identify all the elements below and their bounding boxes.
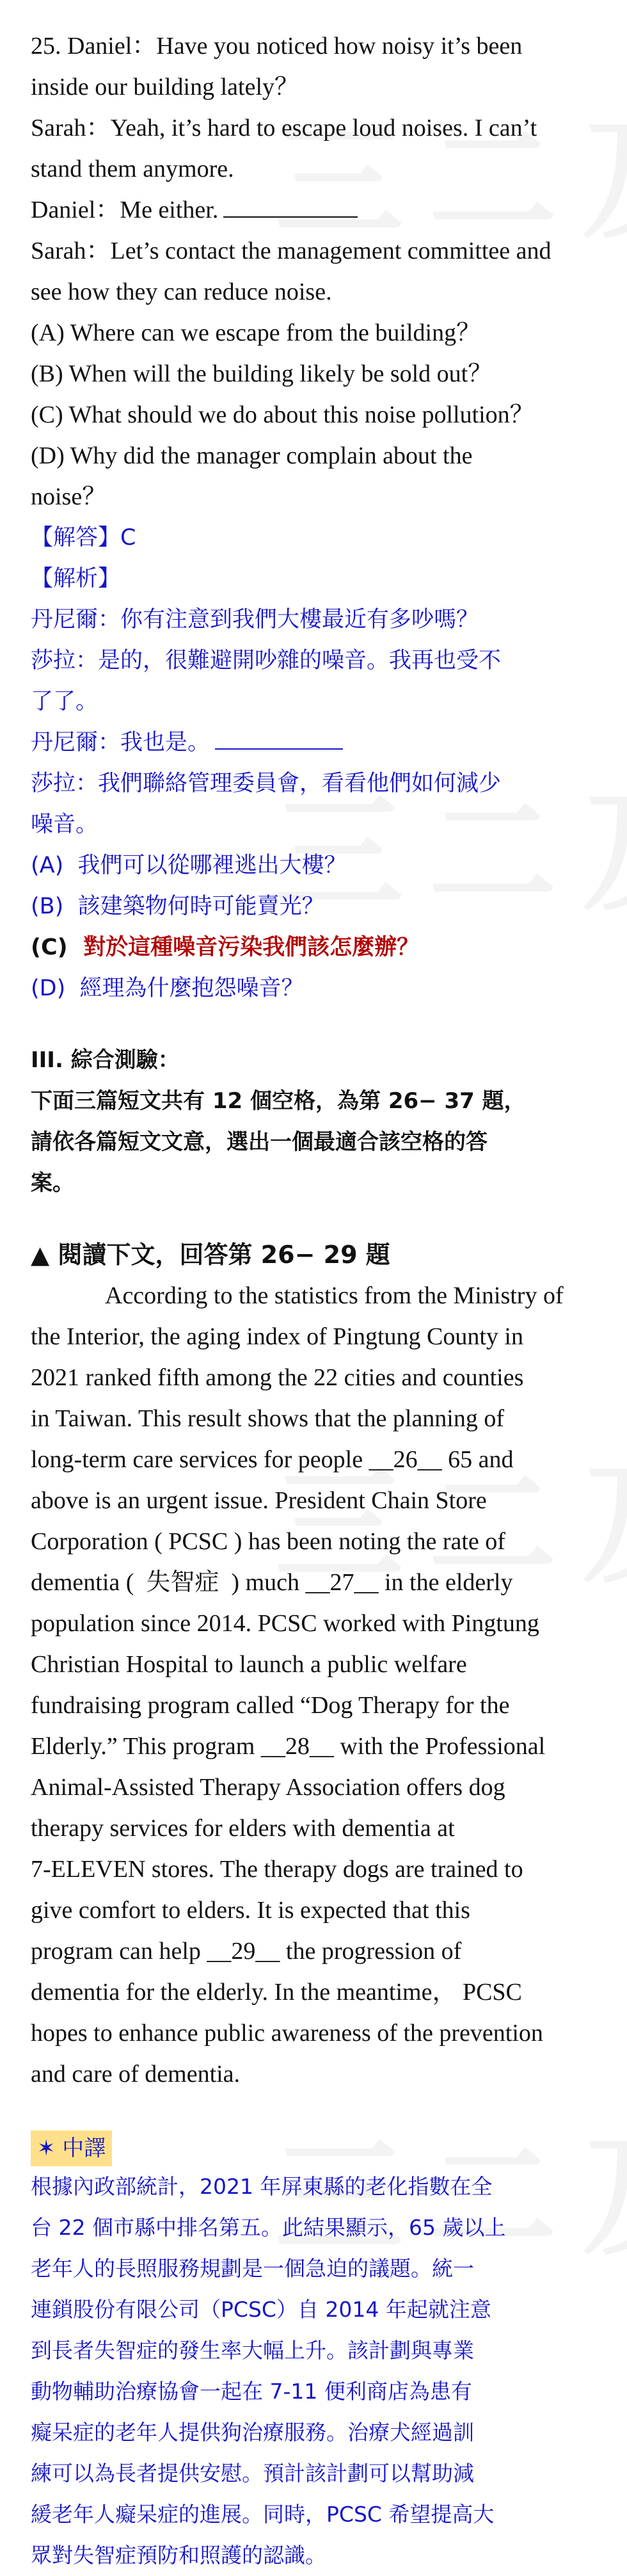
question-line: 25. Daniel：Have you noticed how noisy it’s been <box>31 33 523 60</box>
option-zh-a <box>31 845 607 886</box>
passage-line: Animal-Assisted Therapy Association offers dog <box>31 1774 505 1801</box>
translation <box>31 2095 607 2576</box>
translation-line: 老年人的長照服務規劃是一個急迫的議題。統一 <box>31 2256 474 2281</box>
answer-block <box>31 517 607 1009</box>
translation-line: 根據內政部統計，2021 年屏東縣的老化指數在全 <box>31 2174 493 2199</box>
section-instruction: 下面三篇短文共有 12 個空格，為第 26− 37 題， <box>31 1088 526 1114</box>
passage-line: and care of dementia. <box>31 2061 241 2088</box>
option-text: 對於這種噪音污染我們該怎麼辦？ <box>83 935 420 960</box>
explain-line: 莎拉：是的，很難避開吵雜的噪音。我再也受不 <box>31 648 502 673</box>
passage-line: therapy services for elders with dementia at <box>31 1815 455 1842</box>
passage-line: 7-ELEVEN stores. The therapy dogs are trained to <box>31 1856 523 1883</box>
passage <box>31 1234 607 2095</box>
translation-line: 到長者失智症的發生率大幅上升。該計劃與專業 <box>31 2338 474 2363</box>
translation-line: 練可以為長者提供安慰。預計該計劃可以幫助減 <box>31 2461 474 2486</box>
section-instruction: 案。 <box>31 1170 74 1196</box>
question-line: Sarah：Yeah, it’s hard to escape loud noises. I can’t <box>31 115 537 141</box>
passage-line: program can help __29__ the progression of <box>31 1938 462 1965</box>
answer-blank <box>223 193 358 218</box>
explain-line: 丹尼爾：你有注意到我們大樓最近有多吵嗎？ <box>31 607 479 632</box>
option-b: (B) When will the building likely be sold out？ <box>31 360 493 387</box>
option-letter: (B) <box>31 894 64 919</box>
question-line: inside our building lately？ <box>31 74 299 101</box>
passage-line: Corporation ( PCSC ) has been noting the rate of <box>31 1528 505 1555</box>
translation-line: 台 22 個市縣中排名第五。此結果顯示，65 歲以上 <box>31 2215 506 2240</box>
question-line: see how they can reduce noise. <box>31 278 332 305</box>
option-d-cont: noise？ <box>31 483 107 510</box>
document-body <box>31 26 607 2576</box>
question-line: Daniel：Me either. <box>31 197 219 223</box>
passage-line: Elderly.” This program __28__ with the Professional <box>31 1733 546 1760</box>
passage-line: in Taiwan. This result shows that the planning of <box>31 1405 505 1432</box>
translation-line: 連鎖股份有限公司（PCSC）自 2014 年起就注意 <box>31 2297 491 2322</box>
option-zh-d <box>31 968 607 1009</box>
option-c: (C) What should we do about this noise pollution？ <box>31 401 534 428</box>
option-text: 經理為什麼抱怨噪音？ <box>79 976 304 1001</box>
passage-line: Christian Hospital to launch a public welfare <box>31 1651 467 1678</box>
section-instruction: 請依各篇短文文意，選出一個最適合該空格的答 <box>31 1129 488 1155</box>
explain-line: 噪音。 <box>31 812 99 837</box>
question-line: stand them anymore. <box>31 156 234 182</box>
option-letter: (A) <box>31 853 64 878</box>
passage-line: give comfort to elders. It is expected that this <box>31 1897 470 1924</box>
passage-line: long-term care services for people __26__ 65 and <box>31 1446 514 1473</box>
passage-line: 2021 ranked fifth among the 22 cities and counties <box>31 1364 524 1391</box>
option-letter: (C) <box>31 935 68 960</box>
answer-blank <box>215 725 343 750</box>
passage-line: the Interior, the aging index of Pingtung County in <box>31 1323 523 1350</box>
option-a: (A) Where can we escape from the building？ <box>31 319 481 346</box>
option-letter: (D) <box>31 976 66 1001</box>
translation-line: 眾對失智症預防和照護的認識。 <box>31 2543 326 2568</box>
explain-line: 莎拉：我們聯絡管理委員會，看看他們如何減少 <box>31 771 502 796</box>
explain-line: 丹尼爾：我也是。 <box>31 730 210 755</box>
translation-line: 緩老年人癡呆症的進展。同時，PCSC 希望提高大 <box>31 2502 495 2527</box>
explain-label: 【解析】 <box>31 566 121 592</box>
question-line: Sarah：Let’s contact the management committee and <box>31 237 552 264</box>
passage-line: According to the statistics from the Ministry of <box>105 1282 564 1309</box>
explain-line-blank <box>31 722 607 763</box>
option-zh-c-correct <box>31 927 607 968</box>
option-d: (D) Why did the manager complain about the <box>31 442 473 469</box>
passage-line: dementia ( 失智症 ) much __27__ in the elderly <box>31 1569 513 1596</box>
option-text: 該建築物何時可能賣光？ <box>77 894 324 919</box>
section-iii <box>31 1040 607 1203</box>
passage-line: hopes to enhance public awareness of the prevention <box>31 2020 543 2047</box>
passage-line: above is an urgent issue. President Chain Store <box>31 1487 487 1514</box>
translation-line: 癡呆症的老年人提供狗治療服務。治療犬經過訓 <box>31 2420 474 2445</box>
answer-label: 【解答】C <box>31 525 136 551</box>
option-text: 我們可以從哪裡逃出大樓？ <box>77 853 347 878</box>
option-zh-b <box>31 886 607 927</box>
question-line-blank <box>31 189 607 230</box>
explain-line: 了了。 <box>31 689 99 714</box>
section-heading: III. 綜合測驗： <box>31 1047 180 1073</box>
translation-line: 動物輔助治療協會一起在 7-11 便利商店為患有 <box>31 2379 472 2404</box>
passage-line: population since 2014. PCSC worked with Pingtung <box>31 1610 539 1637</box>
passage-heading: ▲ 閱讀下文，回答第 26− 29 題 <box>31 1241 390 1269</box>
passage-line: dementia for the elderly. In the meantime， PCSC <box>31 1979 522 2006</box>
translation-heading: ✶ 中譯 <box>31 2130 112 2166</box>
question-25 <box>31 26 607 517</box>
passage-line: fundraising program called “Dog Therapy for the <box>31 1692 510 1719</box>
